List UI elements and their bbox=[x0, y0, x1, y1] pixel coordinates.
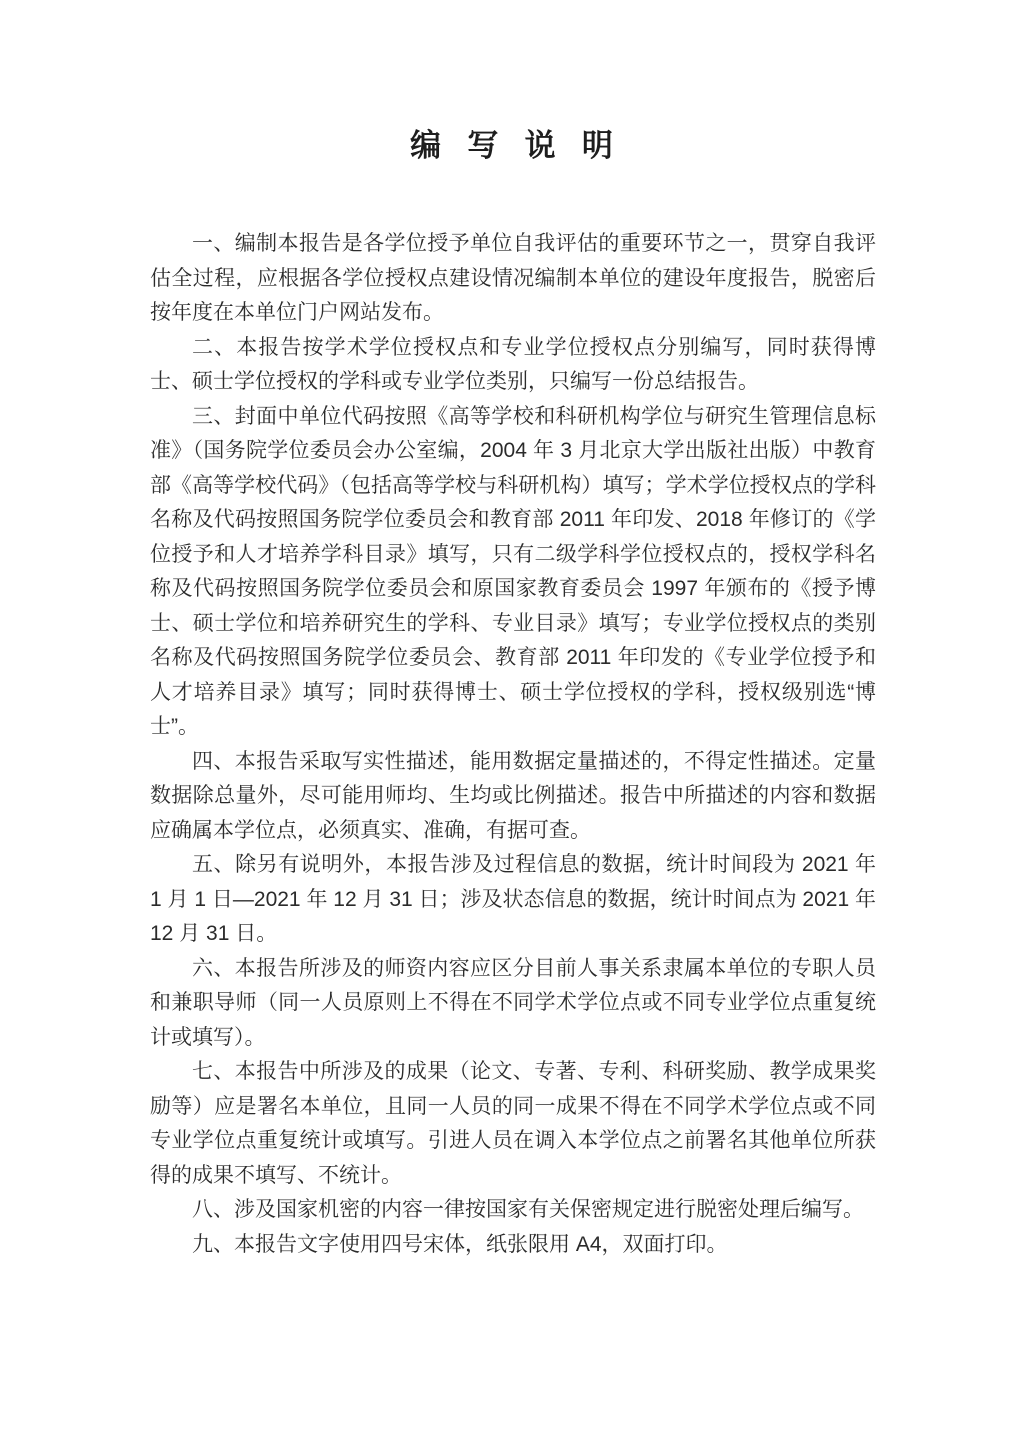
document-body bbox=[150, 227, 876, 1262]
page-title: 编 写 说 明 bbox=[410, 128, 616, 163]
paragraph-9: 九、本报告文字使用四号宋体，纸张限用 A4，双面打印。 bbox=[192, 1232, 728, 1256]
paragraph-2: 二、本报告按学术学位授权点和专业学位授权点分别编写，同时获得博士、硕士学位授权的学科或专业学位类别，只编写一份总结报告。 bbox=[150, 335, 876, 393]
paragraph-1: 一、编制本报告是各学位授予单位自我评估的重要环节之一，贯穿自我评估全过程，应根据各学位授权点建设情况编制本单位的建设年度报告，脱密后按年度在本单位门户网站发布。 bbox=[150, 232, 876, 324]
paragraph-3: 三、封面中单位代码按照《高等学校和科研机构学位与研究生管理信息标准》（国务院学位委员会办公室编，2004 年 3 月北京大学出版社出版）中教育部《高等学校代码》（包括高等学校与科研机构）填写；学术学位授权点的学科名称及代码按照国务院学位委员会和教育部 2011 年印发、2018 年修订的《学位授予和人才培养学科目录》填写，只有二级学科学位授权点的，授权学科名称及代码按照国务院学位委员会和原国家教育委员会 1997 年颁布的《授予博士、硕士学位和培养研究生的学科、专业目录》填写；专业学位授权点的类别名称及代码按照国务院学位委员会、教育部 2011 年印发的《专业学位授予和人才培养目录》填写；同时获得博士、硕士学位授权的学科，授权级别选“博士”。 bbox=[150, 404, 876, 738]
paragraph-8: 八、涉及国家机密的内容一律按国家有关保密规定进行脱密处理后编写。 bbox=[192, 1198, 864, 1221]
paragraph-7: 七、本报告中所涉及的成果（论文、专著、专利、科研奖励、教学成果奖励等）应是署名本单位，且同一人员的同一成果不得在不同学术学位点或不同专业学位点重复统计或填写。引进人员在调入本学位点之前署名其他单位所获得的成果不填写、不统计。 bbox=[150, 1060, 876, 1187]
paragraph-4: 四、本报告采取写实性描述，能用数据定量描述的，不得定性描述。定量数据除总量外，尽可能用师均、生均或比例描述。报告中所描述的内容和数据应确属本学位点，必须真实、准确，有据可查。 bbox=[150, 749, 876, 842]
paragraph-5: 五、除另有说明外，本报告涉及过程信息的数据，统计时间段为 2021 年 1 月 1 日—2021 年 12 月 31 日；涉及状态信息的数据，统计时间点为 2021 年 12 月 31 日。 bbox=[150, 853, 876, 945]
paragraph-6: 六、本报告所涉及的师资内容应区分目前人事关系隶属本单位的专职人员和兼职导师（同一人员原则上不得在不同学术学位点或不同专业学位点重复统计或填写）。 bbox=[150, 956, 876, 1049]
